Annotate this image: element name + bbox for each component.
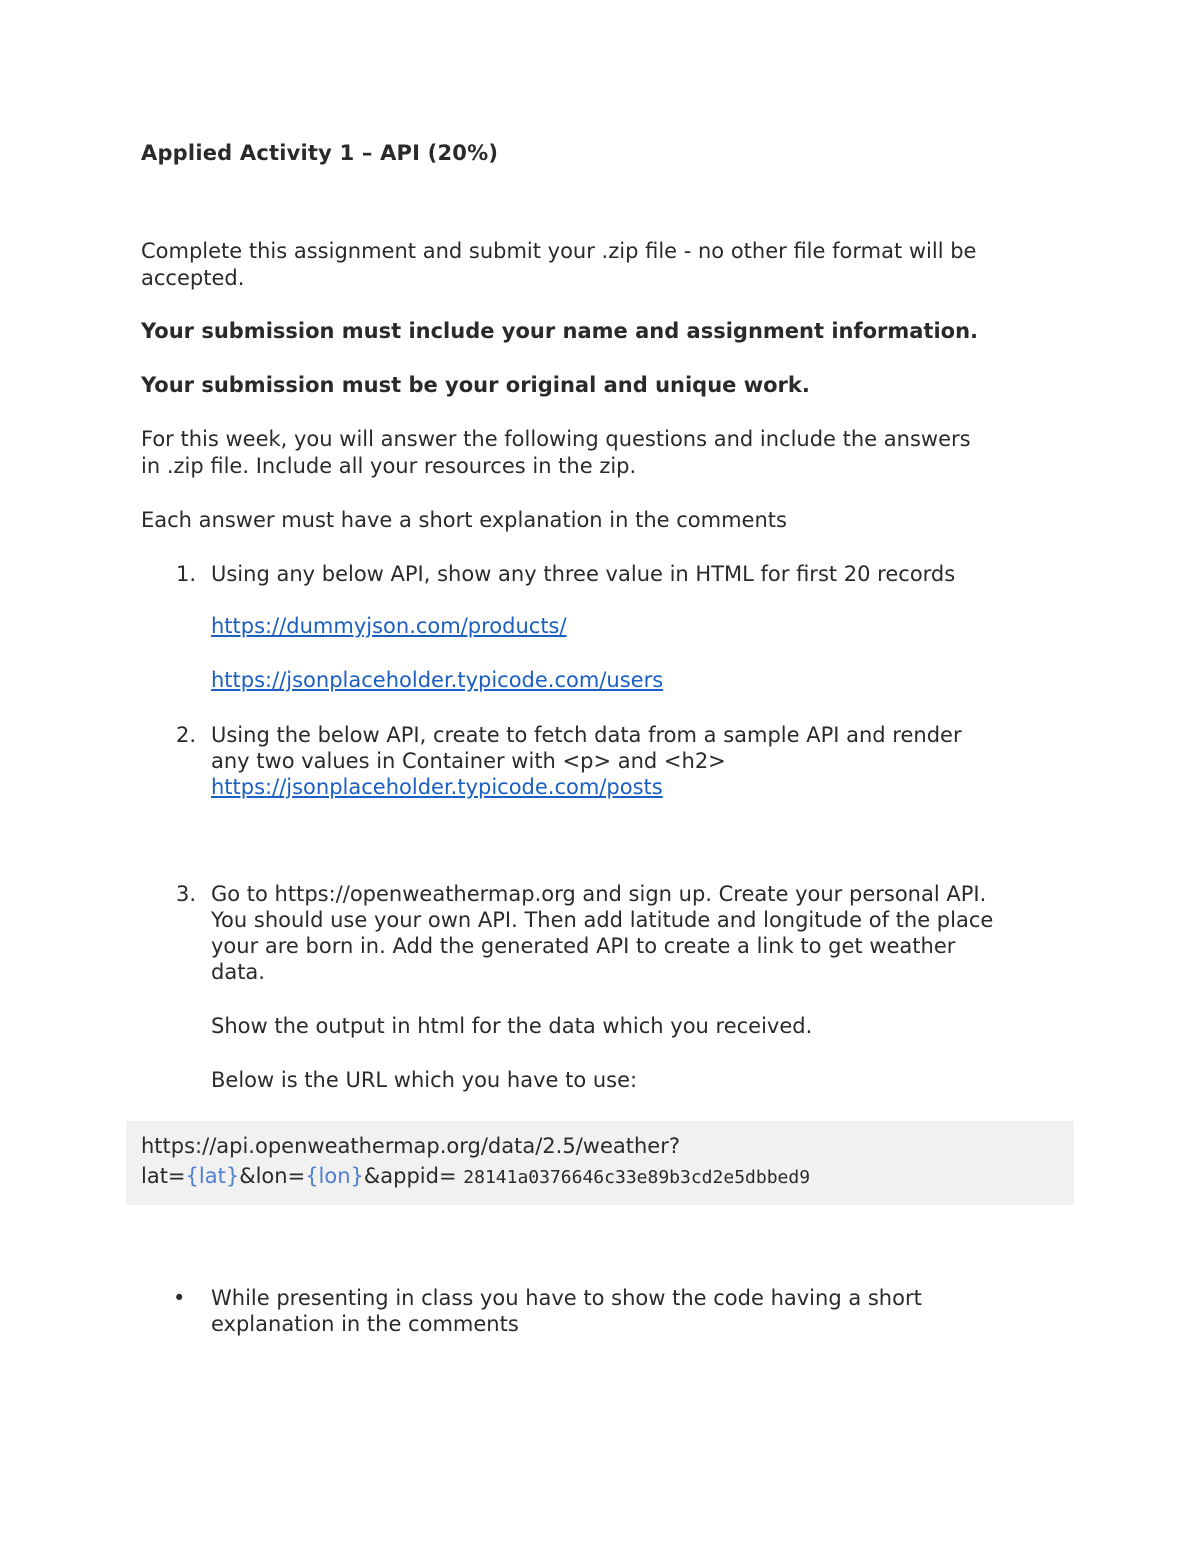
intro-paragraph xyxy=(141,238,1061,292)
question-1-number: 1. xyxy=(176,562,197,586)
each-answer-paragraph: Each answer must have a short explanation in the comments xyxy=(141,508,787,532)
week-paragraph xyxy=(141,426,1061,480)
question-3-number: 3. xyxy=(176,882,197,906)
requirement-original-work: Your submission must be your original and unique work. xyxy=(141,373,810,397)
question-3-below-url: Below is the URL which you have to use: xyxy=(211,1068,638,1092)
question-2-line-1: Using the below API, create to fetch data from a sample API and render xyxy=(211,723,962,747)
question-3-body xyxy=(211,881,1071,985)
question-3-line-4: data. xyxy=(211,960,265,984)
lon-prefix: &lon= xyxy=(239,1164,306,1188)
appid-value: 28141a0376646c33e89b3cd2e5dbbed9 xyxy=(463,1167,811,1188)
dummyjson-products-link[interactable]: https://dummyjson.com/products/ xyxy=(211,614,567,638)
question-2-body xyxy=(211,722,1071,800)
document-title: Applied Activity 1 – API (20%) xyxy=(141,141,499,165)
lon-param: {lon} xyxy=(305,1164,364,1188)
requirement-name-info: Your submission must include your name and assignment information. xyxy=(141,319,979,343)
weather-url-code-block xyxy=(126,1121,1074,1205)
weather-url-line-1: https://api.openweathermap.org/data/2.5/weather? xyxy=(141,1134,680,1158)
jsonplaceholder-users-link[interactable]: https://jsonplaceholder.typicode.com/users xyxy=(211,668,664,692)
bullet-icon: • xyxy=(173,1286,186,1310)
presentation-bullet-line-1: While presenting in class you have to show the code having a short xyxy=(211,1286,922,1310)
week-line-2: in .zip file. Include all your resources in the zip. xyxy=(141,454,637,478)
question-3-line-1: Go to https://openweathermap.org and sign up. Create your personal API. xyxy=(211,882,987,906)
question-2-line-2: any two values in Container with <p> and <h2> xyxy=(211,749,726,773)
question-2-number: 2. xyxy=(176,723,197,747)
weather-url-line-2 xyxy=(141,1164,810,1188)
week-line-1: For this week, you will answer the following questions and include the answers xyxy=(141,427,971,451)
intro-line-1: Complete this assignment and submit your .zip file - no other file format will be xyxy=(141,239,977,263)
question-3-line-2: You should use your own API. Then add latitude and longitude of the place xyxy=(211,908,994,932)
question-3-line-3: your are born in. Add the generated API to create a link to get weather xyxy=(211,934,956,958)
jsonplaceholder-posts-link[interactable]: https://jsonplaceholder.typicode.com/posts xyxy=(211,775,663,799)
question-1-text: Using any below API, show any three value in HTML for first 20 records xyxy=(211,562,956,586)
lat-prefix: lat= xyxy=(141,1164,186,1188)
intro-line-2: accepted. xyxy=(141,266,245,290)
appid-prefix: &appid= xyxy=(363,1164,457,1188)
presentation-bullet-line-2: explanation in the comments xyxy=(211,1312,519,1336)
question-3-show-output: Show the output in html for the data which you received. xyxy=(211,1014,813,1038)
presentation-bullet-body xyxy=(211,1285,1071,1337)
lat-param: {lat} xyxy=(185,1164,240,1188)
